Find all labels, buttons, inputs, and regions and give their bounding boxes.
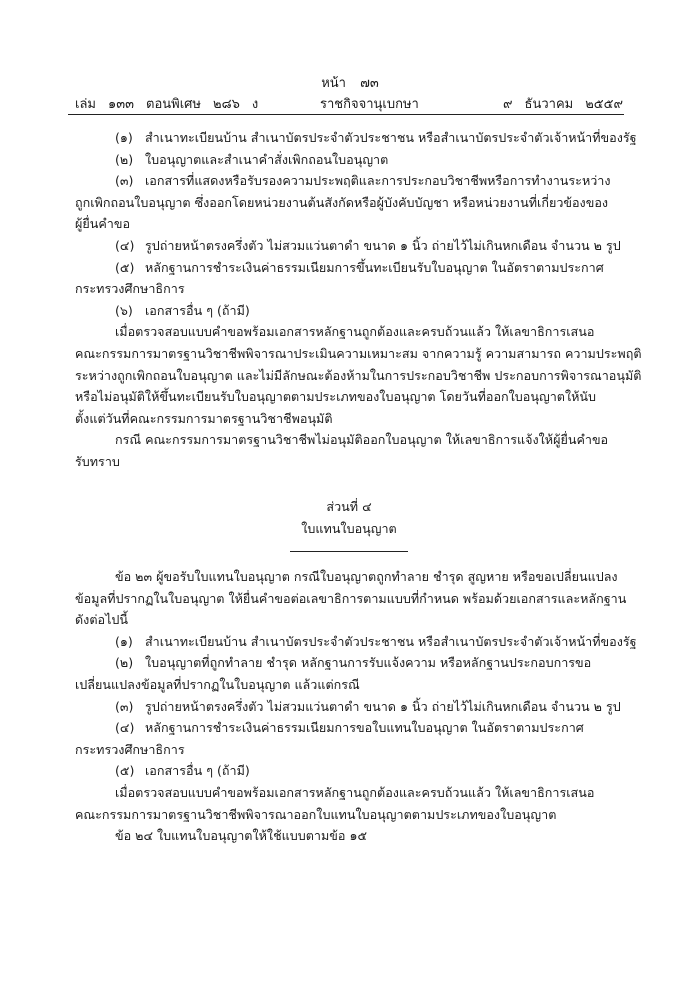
list-item: (๕) หลักฐานการชำระเงินค่าธรรมเนียมการขึ้นทะเบียนรับใบอนุญาต ในอัตราตามประกาศ [115,259,604,275]
paragraph-line: รับทราบ [75,453,120,469]
page-number-value: ๗๓ [360,76,379,91]
section-heading [75,496,623,539]
list-item: (๕) เอกสารอื่น ๆ (ถ้ามี) [115,763,250,779]
clause24-line: ข้อ ๒๔ ใบแทนใบอนุญาตให้ใช้แบบตามข้อ ๑๕ [115,828,367,844]
clause23-body [75,566,637,847]
publication-name: ราชกิจจานุเบกษา [320,97,419,112]
paragraph-line: กรณี คณะกรรมการมาตรฐานวิชาชีพไม่อนุมัติออกใบอนุญาต ให้เลขาธิการแจ้งให้ผู้ยื่นคำขอ [115,432,609,448]
paragraph-line: เมื่อตรวจสอบแบบคำขอพร้อมเอกสารหลักฐานถูกต้องและครบถ้วนแล้ว ให้เลขาธิการเสนอ [115,324,595,340]
paragraph-line: เมื่อตรวจสอบแบบคำขอพร้อมเอกสารหลักฐานถูกต้องและครบถ้วนแล้ว ให้เลขาธิการเสนอ [115,784,595,800]
list-item: (๑) สำเนาทะเบียนบ้าน สำเนาบัตรประจำตัวประชาชน หรือสำเนาบัตรประจำตัวเจ้าหน้าที่ของรัฐ [115,633,637,649]
publication-date: ๙ ธันวาคม ๒๕๕๙ [503,97,623,112]
clause-line: ข้อมูลที่ปรากฏในใบอนุญาต ให้ยื่นคำขอต่อเลขาธิการตามแบบที่กำหนด พร้อมด้วยเอกสารและหลักฐาน [75,590,627,606]
list-item-continuation: กระทรวงศึกษาธิการ [75,741,185,757]
list-item: (๒) ใบอนุญาตที่ถูกทำลาย ชำรุด หลักฐานการรับแจ้งความ หรือหลักฐานประกอบการขอ [115,655,592,671]
gazette-header [75,93,623,113]
clause-line: ดังต่อไปนี้ [75,612,129,628]
section-subtitle: ใบแทนใบอนุญาต [301,520,397,536]
header-rule [68,114,624,115]
paragraph-line: คณะกรรมการมาตรฐานวิชาชีพพิจารณาออกใบแทนใบอนุญาตตามประเภทของใบอนุญาต [75,806,557,822]
list-item: (๔) รูปถ่ายหน้าตรงครึ่งตัว ไม่สวมแว่นตาดำ ขนาด ๑ นิ้ว ถ่ายไว้ไม่เกินหกเดือน จำนวน ๒ รูป [115,237,621,253]
clause-line: ข้อ ๒๓ ผู้ขอรับใบแทนใบอนุญาต กรณีใบอนุญาตถูกทำลาย ชำรุด สูญหาย หรือขอเปลี่ยนแปลง [115,569,618,584]
paragraph-line: คณะกรรมการมาตรฐานวิชาชีพพิจารณาประเมินความเหมาะสม จากความรู้ ความสามารถ ความประพฤติ [75,345,642,361]
list-item: (๖) เอกสารอื่น ๆ (ถ้ามี) [115,302,250,318]
list-item-continuation: ถูกเพิกถอนใบอนุญาต ซึ่งออกโดยหน่วยงานต้นสังกัดหรือผู้บังคับบัญชา หรือหน่วยงานที่เกี่ยวข้องของ [75,194,609,210]
list-item: (๓) เอกสารที่แสดงหรือรับรองความประพฤติและการประกอบวิชาชีพหรือการทำงานระหว่าง [115,173,611,189]
page-number [0,72,700,93]
list-item-continuation: ผู้ยื่นคำขอ [75,216,131,232]
list-item: (๒) ใบอนุญาตและสำเนาคำสั่งเพิกถอนใบอนุญาต [115,151,389,167]
part1-body [75,127,642,473]
volume-issue: เล่ม ๑๓๓ ตอนพิเศษ ๒๘๖ ง [75,97,259,112]
section-divider [290,551,408,552]
list-item-continuation: เปลี่ยนแปลงข้อมูลที่ปรากฏในใบอนุญาต แล้วแต่กรณี [75,676,360,692]
paragraph-line: ระหว่างถูกเพิกถอนใบอนุญาต และไม่มีลักษณะต้องห้ามในการประกอบวิชาชีพ ประกอบการพิจารณาอนุมัติ [75,367,642,383]
list-item: (๔) หลักฐานการชำระเงินค่าธรรมเนียมการขอใบแทนใบอนุญาต ในอัตราตามประกาศ [115,720,584,736]
section-title: ส่วนที่ ๔ [326,499,372,514]
list-item: (๓) รูปถ่ายหน้าตรงครึ่งตัว ไม่สวมแว่นตาดำ ขนาด ๑ นิ้ว ถ่ายไว้ไม่เกินหกเดือน จำนวน ๒ รูป [115,698,621,714]
list-item-continuation: กระทรวงศึกษาธิการ [75,281,185,297]
paragraph-line: หรือไม่อนุมัติให้ขึ้นทะเบียนรับใบอนุญาตตามประเภทของใบอนุญาต โดยวันที่ออกใบอนุญาตให้นับ [75,389,597,405]
page-label: หน้า [321,76,346,91]
paragraph-line: ตั้งแต่วันที่คณะกรรมการมาตรฐานวิชาชีพอนุมัติ [75,410,333,426]
list-item: (๑) สำเนาทะเบียนบ้าน สำเนาบัตรประจำตัวประชาชน หรือสำเนาบัตรประจำตัวเจ้าหน้าที่ของรัฐ [115,130,637,145]
